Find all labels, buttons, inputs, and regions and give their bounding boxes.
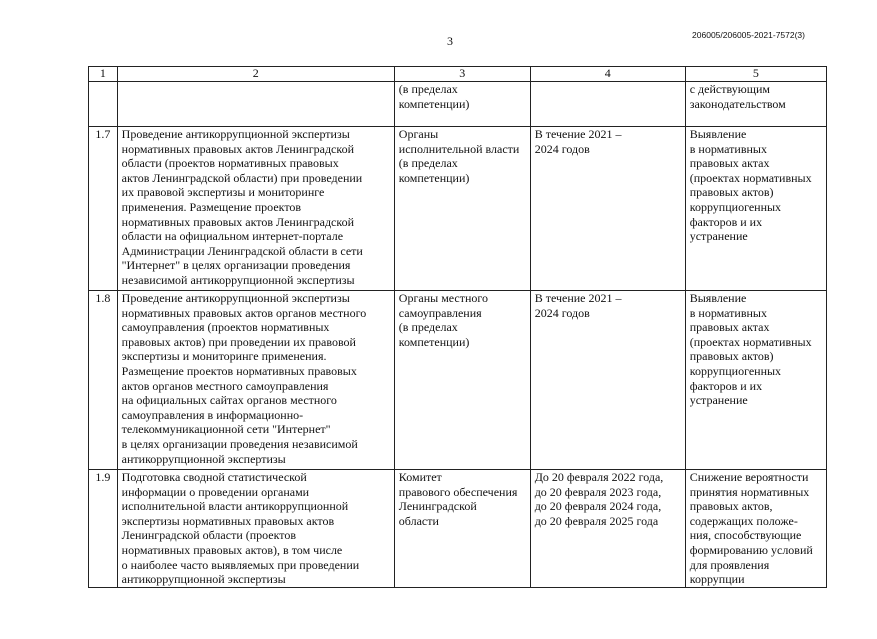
executor-cell: Комитет правового обеспечения Ленинградской области <box>394 470 530 588</box>
column-header-3: 3 <box>394 67 530 82</box>
result-cell: Выявление в нормативных правовых актах (проектах нормативных правовых актов) коррупциогенных факторов и их устранение <box>685 291 826 470</box>
column-header-1: 1 <box>89 67 118 82</box>
action-cell: Проведение антикоррупционной экспертизы нормативных правовых актов Ленинградской области (проектов нормативных правовых актов Ленинградской области) при проведении их правовой экспертизы и мониторинге применения. Размещение проектов нормативных правовых актов Ленинградской области на официальном интернет-портале Администрации Ленинградской области в сети "Интернет" в целях организации проведения независимой антикоррупционной экспертизы <box>117 127 394 291</box>
row-number: 1.9 <box>89 470 118 588</box>
executor-cell: Органы местного самоуправления (в пределах компетенции) <box>394 291 530 470</box>
column-header-4: 4 <box>530 67 685 82</box>
column-header-2: 2 <box>117 67 394 82</box>
action-plan-table <box>88 66 827 588</box>
table-row <box>89 470 827 588</box>
deadline-cell: В течение 2021 – 2024 годов <box>530 291 685 470</box>
page-number: 3 <box>447 34 453 48</box>
result-cell: с действующим законодательством <box>685 82 826 127</box>
row-number <box>89 82 118 127</box>
table-header-row <box>89 67 827 82</box>
row-number: 1.7 <box>89 127 118 291</box>
document-id: 206005/206005-2021-7572(3) <box>692 30 805 40</box>
executor-cell: Органы исполнительной власти (в пределах компетенции) <box>394 127 530 291</box>
result-cell: Выявление в нормативных правовых актах (проектах нормативных правовых актов) коррупциогенных факторов и их устранение <box>685 127 826 291</box>
result-cell: Снижение вероятности принятия нормативных правовых актов, содержащих положе- ния, способствующие формированию условий для проявления коррупции <box>685 470 826 588</box>
column-header-5: 5 <box>685 67 826 82</box>
deadline-cell: В течение 2021 – 2024 годов <box>530 127 685 291</box>
executor-cell: (в пределах компетенции) <box>394 82 530 127</box>
action-cell: Подготовка сводной статистической информации о проведении органами исполнительной власти антикоррупционной экспертизы нормативных правовых актов Ленинградской области (проектов нормативных правовых актов), в том числе о наиболее часто выявляемых при проведении антикоррупционной экспертизы <box>117 470 394 588</box>
table-row <box>89 291 827 470</box>
table-row <box>89 82 827 127</box>
deadline-cell: До 20 февраля 2022 года, до 20 февраля 2023 года, до 20 февраля 2024 года, до 20 февраля 2025 года <box>530 470 685 588</box>
row-number: 1.8 <box>89 291 118 470</box>
table-row <box>89 127 827 291</box>
action-cell <box>117 82 394 127</box>
action-cell: Проведение антикоррупционной экспертизы нормативных правовых актов органов местного самоуправления (проектов нормативных правовых актов) при проведении их правовой экспертизы и мониторинге применения. Размещение проектов нормативных правовых актов органов местного самоуправления на официальных сайтах органов местного самоуправления в информационно- телекоммуникационной сети "Интернет" в целях организации проведения независимой антикоррупционной экспертизы <box>117 291 394 470</box>
deadline-cell <box>530 82 685 127</box>
